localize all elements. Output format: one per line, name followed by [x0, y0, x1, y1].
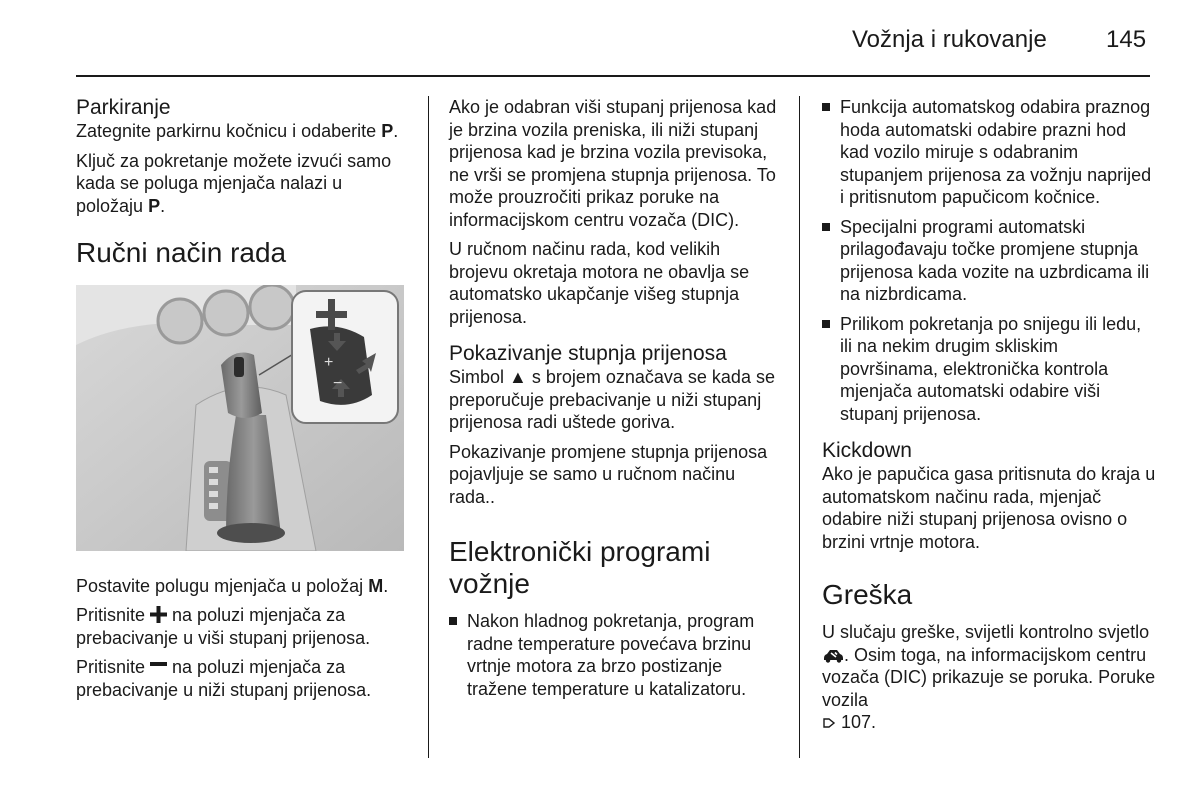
press-plus-paragraph: Pritisnite na poluzi mjenjača za prebacivanje u viši stupanj prijenosa. [76, 605, 371, 648]
page-reference-arrow-icon [822, 716, 836, 730]
electronic-programs-heading: Elektronički programi vožnje [449, 536, 711, 599]
gear-indication-paragraph-1: Simbol ▲ s brojem označava se kada se preporučuje prebacivanje u niži stupanj prijenosa radi uštede goriva. [449, 367, 775, 432]
list-item: Prilikom pokretanja po snijegu ili ledu, ili na nekim drugim skliskim površinama, elektronička kontrola mjenjača automatski odabire viši stupanj prijenosa. [822, 313, 1157, 426]
column-3 [822, 96, 1157, 741]
figure-label-plus: + [324, 354, 334, 371]
electronic-programs-list [449, 610, 784, 700]
column-1 [76, 96, 411, 708]
manual-mode-heading: Ručni način rada [76, 237, 287, 268]
manual-rpm-paragraph: U ručnom načinu rada, kod velikih brojevu okretaja motora ne obavlja se automatsko ukapčanje višeg stupnja prijenosa. [449, 239, 750, 327]
gear-lever-illustration [76, 285, 404, 551]
kickdown-paragraph: Ako je papučica gasa pritisnuta do kraja u automatskom načinu rada, mjenjač odabire niži stupanj prijenosa ovisno o brzini vrtnje motora. [822, 464, 1156, 552]
programs-list-continued [822, 96, 1157, 425]
gear-change-paragraph: Ako je odabran viši stupanj prijenosa kad je brzina vozila preniska, ili niži stupanj prijenosa kad je brzina vozila previsoka, ne vrši se promjena stupnja prijenosa. To može prouzročiti prikaz poruke na informacijskom centru vozača (DIC). [449, 97, 777, 230]
plus-icon [150, 606, 167, 623]
minus-icon [150, 658, 167, 675]
parking-heading: Parkiranje [76, 96, 171, 119]
gear-indication-paragraph-2: Pokazivanje promjene stupnja prijenosa pojavljuje se samo u ručnom načinu rada.. [449, 441, 768, 507]
list-item: Funkcija automatskog odabira praznog hoda automatski odabire prazni hod kad vozilo miruje s odabranim stupanjem prijenosa za vožnju naprijed i pritisnutom papučicom kočnice. [822, 96, 1157, 209]
car-wrench-warning-icon [822, 649, 844, 663]
column-2 [449, 96, 784, 707]
column-divider-1 [428, 96, 429, 758]
header-divider [76, 75, 1150, 77]
parking-paragraph-2: Ključ za pokretanje možete izvući samo kada se poluga mjenjača nalazi u položaju P. [76, 150, 392, 216]
list-item: Specijalni programi automatski prilagođavaju točke promjene stupnja prijenosa kada vozite na uzbrdicama ili na nizbrdicama. [822, 216, 1157, 306]
column-divider-2 [799, 96, 800, 758]
header-title: Vožnja i rukovanje [852, 26, 1047, 53]
figure-label-minus: − [333, 375, 343, 392]
fault-paragraph: U slučaju greške, svijetli kontrolno svjetlo . Osim toga, na informacijskom centru vozača (DIC) prikazuje se poruka. Poruke vozila 107. [822, 622, 1156, 732]
list-item: Nakon hladnog pokretanja, program radne temperature povećava brzinu vrtnje motora za brzo postizanje tražene temperature u katalizatoru. [449, 610, 784, 700]
parking-paragraph-1: Zategnite parkirnu kočnicu i odaberite P. [76, 121, 399, 141]
page-reference-link[interactable]: 107. [841, 712, 877, 732]
select-m-paragraph: Postavite polugu mjenjača u položaj M. [76, 575, 389, 596]
page-number: 145 [1106, 26, 1147, 53]
kickdown-heading: Kickdown [822, 439, 912, 462]
gear-indication-heading: Pokazivanje stupnja prijenosa [449, 342, 727, 365]
press-minus-paragraph: Pritisnite na poluzi mjenjača za prebacivanje u niži stupanj prijenosa. [76, 657, 372, 700]
fault-heading: Greška [822, 579, 913, 610]
